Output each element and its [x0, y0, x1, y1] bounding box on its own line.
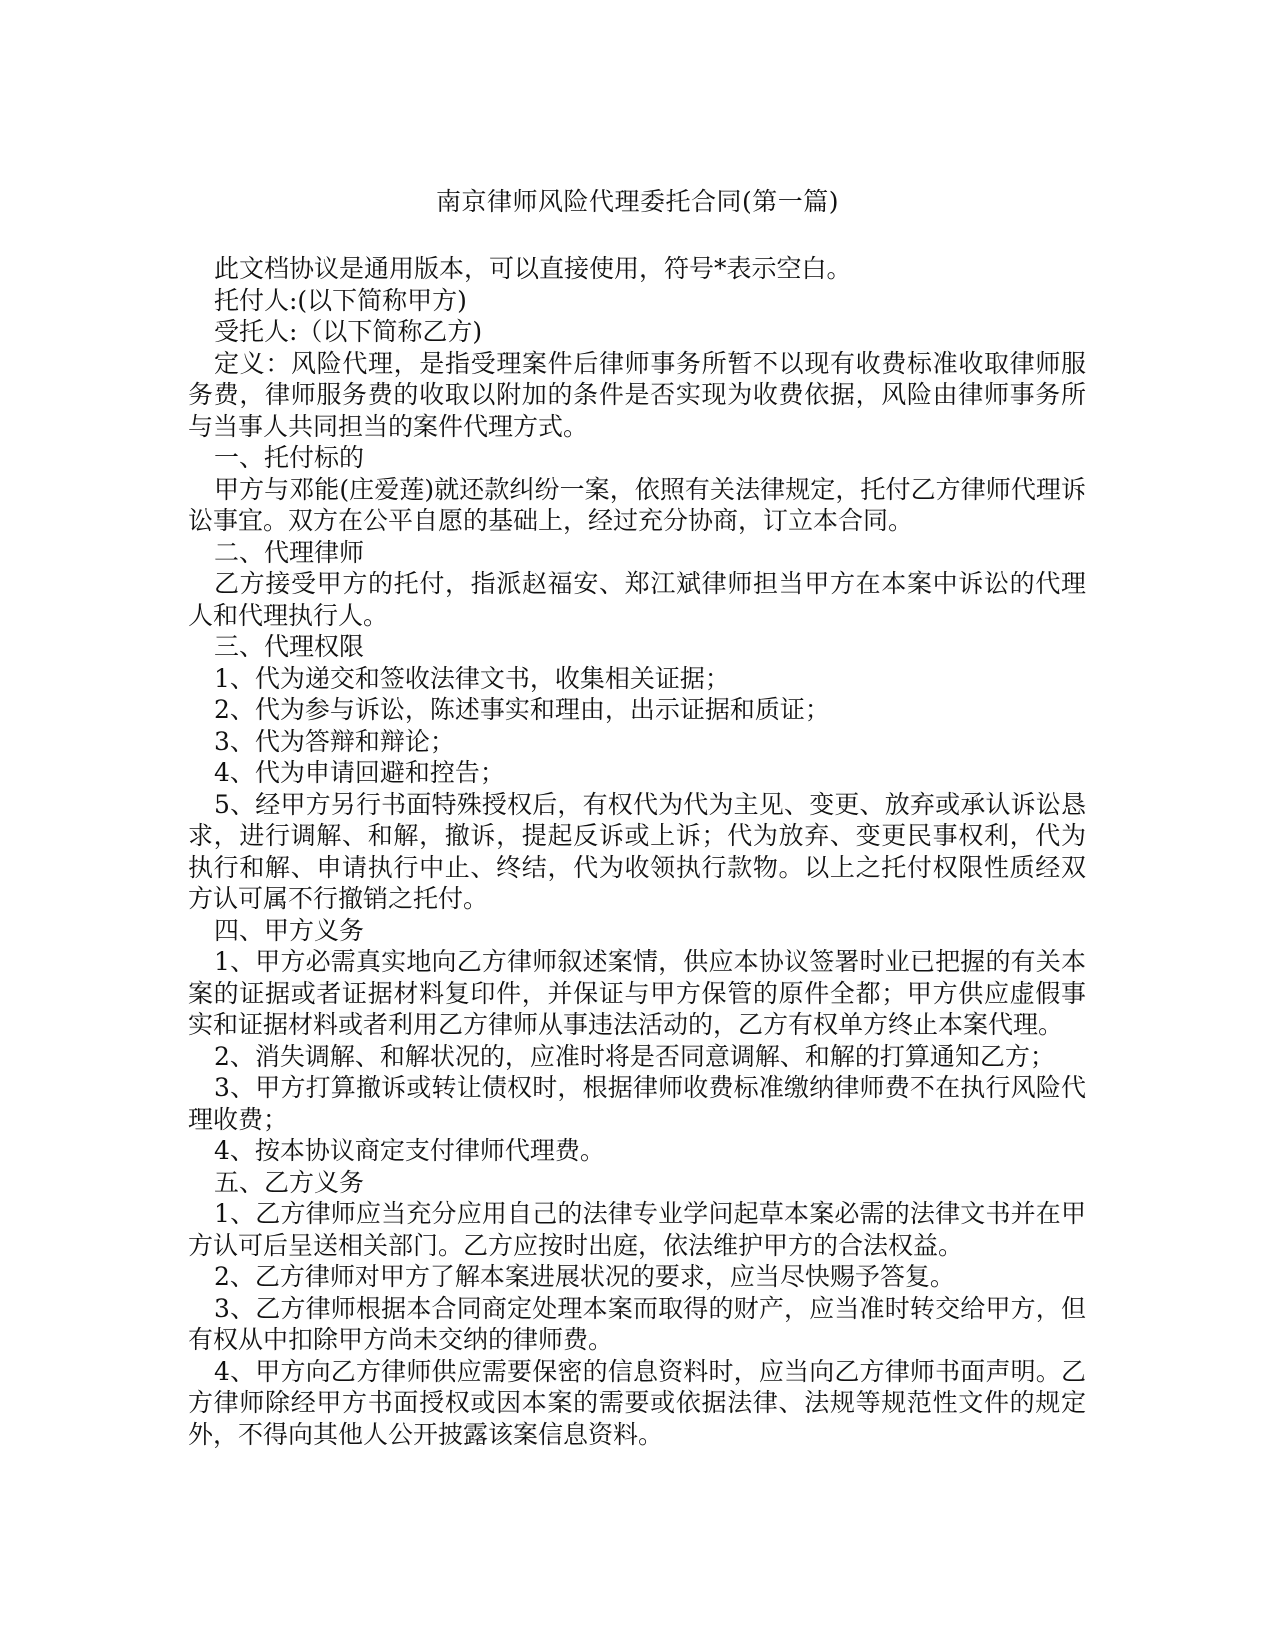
list-item: 3、代为答辩和辩论；	[214, 726, 455, 756]
list-item: 3、乙方律师根据本合同商定处理本案而取得的财产，应当准时转交给甲方，但有权从中扣除甲方尚未交纳的律师费。	[188, 1293, 1086, 1354]
paragraph-party-b: 受托人:（以下简称乙方)	[214, 317, 483, 346]
list-item: 4、甲方向乙方律师供应需要保密的信息资料时，应当向乙方律师书面声明。乙方律师除经甲方书面授权或因本案的需要或依据法律、法规等规范性文件的规定外，不得向其他人公开披露该案信息资料。	[188, 1356, 1086, 1449]
paragraph-intro-note: 此文档协议是通用版本，可以直接使用，符号*表示空白。	[214, 254, 852, 283]
section-heading-5: 五、乙方义务	[214, 1167, 365, 1197]
list-item: 1、乙方律师应当充分应用自己的法律专业学问起草本案必需的法律文书并在甲方认可后呈送相关部门。乙方应按时出庭，依法维护甲方的合法权益。	[188, 1199, 1086, 1260]
section-heading-4: 四、甲方义务	[214, 915, 365, 945]
list-item: 3、甲方打算撤诉或转让债权时，根据律师收费标准缴纳律师费不在执行风险代理收费；	[188, 1073, 1086, 1134]
list-item: 1、甲方必需真实地向乙方律师叙述案情，供应本协议签署时业已把握的有关本案的证据或者证据材料复印件，并保证与甲方保管的原件全都；甲方供应虚假事实和证据材料或者利用乙方律师从事违法活动的，乙方有权单方终止本案代理。	[188, 947, 1086, 1039]
list-item: 2、代为参与诉讼，陈述事实和理由，出示证据和质证；	[214, 695, 830, 724]
list-item: 2、消失调解、和解状况的，应准时将是否同意调解、和解的打算通知乙方；	[214, 1041, 1055, 1071]
list-item: 1、代为递交和签收法律文书，收集相关证据；	[214, 663, 730, 693]
paragraph-lawyers: 乙方接受甲方的托付，指派赵福安、郑江斌律师担当甲方在本案中诉讼的代理人和代理执行人。	[188, 569, 1086, 630]
list-item: 2、乙方律师对甲方了解本案进展状况的要求，应当尽快赐予答复。	[214, 1262, 955, 1291]
list-item: 5、经甲方另行书面特殊授权后，有权代为代为主见、变更、放弃或承认诉讼恳求，进行调解、和解，撤诉，提起反诉或上诉；代为放弃、变更民事权利，代为执行和解、申请执行中止、终结，代为收领执行款物。以上之托付权限性质经双方认可属不行撤销之托付。	[188, 789, 1086, 913]
document-body	[188, 253, 1086, 1450]
paragraph-subject: 甲方与邓能(庄爱莲)就还款纠纷一案，依照有关法律规定，托付乙方律师代理诉讼事宜。双方在公平自愿的基础上，经过充分协商，订立本合同。	[188, 474, 1086, 535]
section-heading-3: 三、代理权限	[214, 632, 365, 661]
list-item: 4、代为申请回避和控告；	[214, 758, 505, 787]
section-heading-1: 一、托付标的	[214, 443, 365, 472]
paragraph-definition: 定义：风险代理，是指受理案件后律师事务所暂不以现有收费标准收取律师服务费，律师服务费的收取以附加的条件是否实现为收费依据，风险由律师事务所与当事人共同担当的案件代理方式。	[188, 348, 1086, 441]
document-title: 南京律师风险代理委托合同(第一篇)	[435, 187, 839, 216]
paragraph-party-a: 托付人:(以下简称甲方)	[214, 285, 467, 315]
section-heading-2: 二、代理律师	[214, 537, 365, 567]
list-item: 4、按本协议商定支付律师代理费。	[214, 1136, 605, 1165]
